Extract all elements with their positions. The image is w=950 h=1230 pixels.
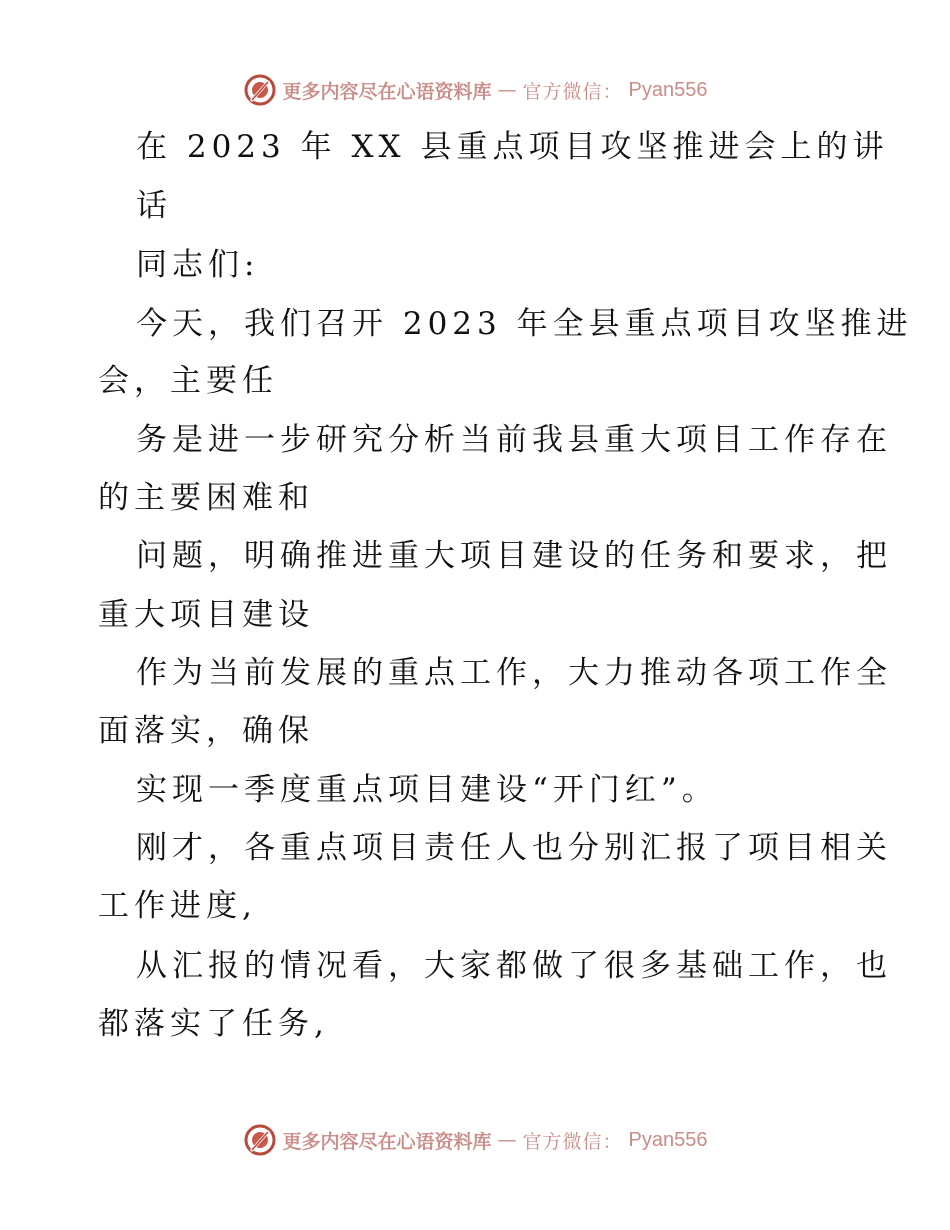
title-line-1: 在 2023 年 XX 县重点项目攻坚推进会上的讲 [136,129,889,165]
watermark-text: 更多内容尽在心语资料库 [282,80,492,103]
salutation: 同志们: [136,247,260,283]
paragraph-line: 问题，明确推进重大项目建设的任务和要求，把 [136,538,892,574]
watermark-text: 更多内容尽在心语资料库 [282,1130,492,1153]
watermark-wechat-label: 官方微信： [522,80,623,103]
logo-icon [243,1123,277,1157]
paragraph-line: 务是进一步研究分析当前我县重大项目工作存在 [136,422,892,458]
paragraph-line: 今天，我们召开 2023 年全县重点项目攻坚推进 [136,306,913,342]
paragraph-line: 从汇报的情况看，大家都做了很多基础工作，也 [136,948,892,984]
logo-icon [243,73,277,107]
watermark-wechat-id: Pyan556 [628,1128,708,1151]
paragraph-line: 的主要困难和 [98,480,314,516]
paragraph-line: 作为当前发展的重点工作，大力推动各项工作全 [136,655,892,691]
paragraph-line: 刚才，各重点项目责任人也分别汇报了项目相关 [136,830,892,866]
paragraph-line: 面落实，确保 [98,713,314,749]
watermark-dash: — [497,79,517,101]
watermark-dash: — [497,1129,517,1151]
title-line-2: 话 [136,188,172,224]
watermark-wechat-id: Pyan556 [628,78,708,101]
paragraph-line: 会，主要任 [98,363,278,399]
watermark-wechat-label: 官方微信： [522,1130,623,1153]
header-watermark [0,70,950,110]
paragraph-line: 工作进度, [98,888,257,924]
footer-watermark [0,1120,950,1160]
paragraph-line: 都落实了任务, [98,1006,329,1042]
paragraph-line: 重大项目建设 [98,597,314,633]
paragraph-line: 实现一季度重点项目建设“开门红”。 [136,772,718,808]
